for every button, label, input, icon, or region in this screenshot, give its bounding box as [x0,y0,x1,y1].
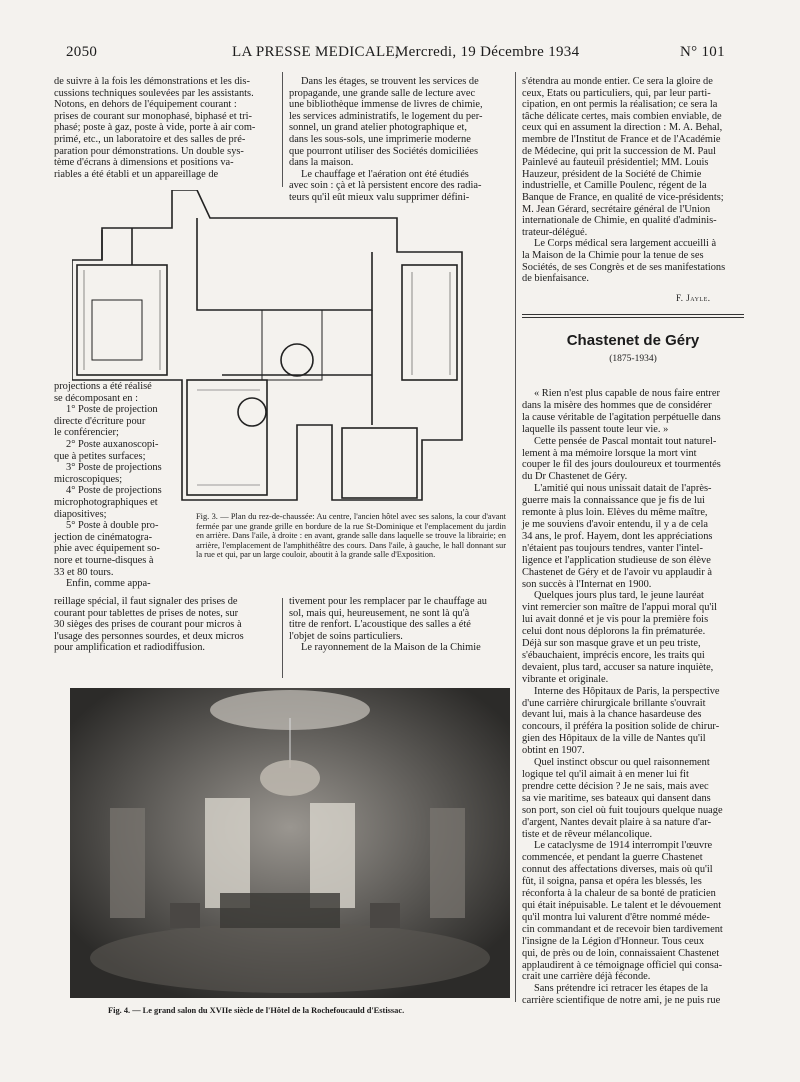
col2-bottom-text: tivement pour les remplacer par le chauffage au sol, mais qui, heureusement, ne sont là qu'à titre de renfort. L'acoustique des salles a été l'objet de soins particuliers. Le rayonnement de la Maison de la Chimie [289,596,488,654]
col1-mid-text: projections a été réalisé se décomposant en : 1° Poste de projection directe d'écriture pour le conférencier; 2° Poste auxanoscopi- que à petites surfaces; 3° Poste de projections microscopiques; 4° Poste de projections microphotographiques et diapositives; 5° Poste à double pro- jection de cinématogra- phie avec équipement so- nore et tourne-disques à 33 et 80 tours. Enfin, comme appa- [54,381,162,590]
page-number: 2050 [66,44,98,60]
figure-4-caption: Fig. 4. — Le grand salon du XVIIe siècle de l'Hôtel de la Rochefoucauld d'Estissac. [108,1006,405,1015]
obituary-body: « Rien n'est plus capable de nous faire entrer dans la misère des hommes que de considérer la cause véritable de l'agitation perpétuelle dans laquelle ils passent toute leur vie. » Cette pensée de Pascal montait tout naturel- lement à ma mémoire lorsque la mort vint couper le fil des jours douloureux et tourmentés du Dr Chastenet de Géry. L'amitié qui nous unissait datait de l'après- guerre mais la connaissance que je fis de lui remonte à plus loin. Elèves du même maître, je me souviens d'avoir entendu, il y a de cela 34 ans, le prof. Hayem, dont les appréciations n'étaient pas toujours tendres, vanter l'intel- ligence et l'application studieuse de son élève Chastenet de Géry et de l'avoir vu applaudir à son succès à l'Internat en 1900. Quelques jours plus tard, le jeune lauréat vint remercier son maître de l'appui moral qu'il lui avait donné et je vis pour la première fois celui dont nous déplorons la fin prématurée. Déjà sur son masque grave et un peu triste, s'ébauchaient, imprécis encore, les traits qui devaient, plus tard, accuser sa nature inquiète, vibrante et originale. Interne des Hôpitaux de Paris, la perspective d'une carrière chirurgicale brillante s'ouvrait devant lui, mais à la chance hasardeuse des concours, il préféra la position solide de chirur- gien des Hôpitaux de la ville de Nantes qu'il obtint en 1907. Quel instinct obscur ou quel raisonnement logique tel qu'il aimait à en mener lui fit prendre cette décision ? Je ne sais, mais avec sa vie maritime, ses bateaux qui dansent dans son port, son ciel où fuit toujours quelque nuage d'argent, Nantes devait plaire à sa nature d'ar- tiste et de rêveur mélancolique. Le cataclysme de 1914 interrompit l'œuvre commencée, et pendant la guerre Chastenet connut des affectations diverses, mais où qu'il fût, il soigna, pansa et opéra les blessés, les réconforta à la chaleur de sa bonté de praticien qui était inépuisable. Le talent et le dévouement qu'il montra lui valurent d'être nommé méde- cin commandant et de recevoir bien tardivement l'insigne de la Légion d'Honneur. Tous ceux qui, de près ou de loin, connaissaient Chastenet applaudirent à ce témoignage officiel qui consa- crait une carrière déjà féconde. Sans prétendre ici retracer les étapes de la carrière scientifique de notre ami, je ne puis rue [522,388,723,1007]
journal-title: LA PRESSE MEDICALE, [232,44,399,60]
col3-top-text: s'étendra au monde entier. Ce sera la gloire de ceux, Etats ou particuliers, qui, par leur parti- cipation, en ont permis la réalisation; ce sera la tâche délicate certes, mais combien enviable, de ceux qui en assument la direction : M. A. Behal, membre de l'Institut de France et de l'Académie de Médecine, qui prit la succession de M. Paul Painlevé au fauteuil présidentiel; MM. Louis Hauzeur, président de la Société de Chimie industrielle, et Camille Poulenc, régent de la Banque de France, en qualité de vice-présidents; M. Jean Gérard, secrétaire général de l'Union internationale de Chimie, en qualité d'adminis- trateur-délégué. Le Corps médical sera largement accueilli à la Maison de la Chimie pour la tenue de ses Sociétés, de ses Congrès et de ses manifestations de bienfaisance. [522,76,726,285]
column-rule-left [282,72,283,187]
figure-3-caption: Fig. 3. — Plan du rez-de-chaussée: Au centre, l'ancien hôtel avec ses salons, la cour d'avant fermée par une grande grille en bordure de la rue St-Dominique et l'emplacement du jardin en arrière. Dans l'aile, à droite : en avant, grande salle dans laquelle se trouve la librairie; en arrière, l'emplacement de l'amphithéâtre des cours. Dans l'aile, à gauche, le hall donnant sur la rue et qui, par un large couloir, aboutit à la grande salle d'Exposition. [196,512,506,560]
obituary-dates: (1875-1934) [609,354,657,364]
salon-photograph [70,688,510,998]
column-rule-left-bottom [282,598,283,678]
issue-date: Mercredi, 19 Décembre 1934 [395,44,580,60]
signature: F. Jayle. [676,293,711,303]
column-rule-right [515,72,516,1002]
issue-number: N° 101 [680,44,725,60]
obituary-title: Chastenet de Géry [566,332,700,349]
col1-bottom-text: reillage spécial, il faut signaler des prises de courant pour tablettes de prises de notes, sur 30 sièges des prises de courant pour micros à l'usage des personnes sourdes, et deux micros pour amplification et radiodiffusion. [54,596,244,654]
section-divider [522,314,744,315]
col1-top-text: de suivre à la fois les démonstrations et les dis- cussions techniques soulevées par les assistants. Notons, en dehors de l'équipement courant : prises de courant sur monophasé, biphasé et tri- phasé; poste à gaz, poste à vide, porte à air com- primé, etc., un laboratoire et des salles de pré- paration pour démonstrations. Un double sys- tème d'écrans à dimensions et positions va- riables a été établi et un appareillage de [54,76,256,180]
section-divider-2 [522,317,744,318]
col2-top-text: Dans les étages, se trouvent les services de propagande, une grande salle de lecture avec une bibliothèque immense de livres de chimie, les services administratifs, le logement du per- sonnel, un grand atelier photographique et, dans les sous-sols, une imprimerie moderne que pourront utiliser des Sociétés domiciliées dans la maison. Le chauffage et l'aération ont été étudiés avec soin : çà et là persistent encore des radia- teurs qu'il eût mieux valu supprimer défini- [289,76,483,203]
